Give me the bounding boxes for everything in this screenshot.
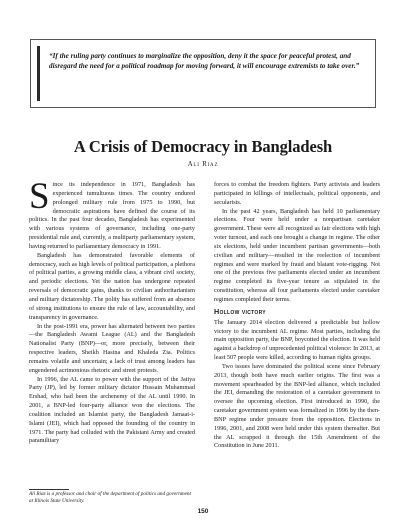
left-column — [29, 176, 195, 446]
paragraph: In the post-1991 era, power has alternated between two parties—the Bangladesh Awami League (AL) and the Bangladesh Nationalist Party (BNP)—or, more precisely, between their respective leaders, Sheikh Hasina and Khaleda Zia. Politics remains volatile and uncertain; a lack of trust among leaders has engendered acrimonious rhetoric and street protests. — [29, 322, 195, 374]
article-author: Ali Riaz — [187, 161, 219, 168]
paragraph: In 1996, the AL came to power with the support of the Jatiya Party (JP), led by former military dictator Hussain Muhammad Ershad, who had been the archenemy of the AL until 1990. In 2001, a BNP-led four-party alliance won the elections. The coalition included an Islamist party, the Bangladesh Jamaat-i-Islami (JEI), which had opposed the founding of the country in 1971. The party had colluded with the Pakistani Army and created paramilitary — [29, 375, 195, 445]
pull-quote-bar — [37, 46, 40, 101]
paragraph-intro — [29, 176, 195, 252]
pull-quote-text: “If the ruling party continues to marginalize the opposition, deny it the space for peaceful protest, and disregard the need for a political roadmap for moving forward, it will encourage extremists to take over.” — [49, 52, 360, 71]
pull-quote-box — [30, 39, 376, 108]
paragraph: Bangladesh has demonstrated favorable elements of democracy, such as high levels of political participation, a plethora of political parties, a growing middle class, a vibrant civil society, and periodic elections. Yet the nation has undergone repeated reversals of democratic gains, thanks to civilian authoritarianism and military dictatorship. The polity has suffered from an absence of strong institutions to ensure the rule of law, accountability, and transparency in governance. — [29, 251, 195, 321]
footnote-divider — [29, 489, 69, 490]
author-footnote: Ali Riaz is a professor and chair of the department of politics and government at Illinois State University. — [29, 491, 191, 504]
right-column — [214, 181, 380, 451]
page-number: 150 — [197, 508, 209, 515]
paragraph-text: ince its independence in 1971, Bangladesh has experienced tumultuous times. The country endured prolonged military rule from 1975 to 1990, but democratic aspirations have defined the course of its politics. In the past four decades, Bangladesh has experimented with various systems of governance, including one-party presidential rule and, currently, a multiparty parliamentary system, having returned to parliamentary democracy in 1991. — [29, 181, 195, 250]
section-heading: Hollow victory — [214, 306, 266, 316]
article-title: A Crisis of Democracy in Bangladesh — [73, 137, 333, 156]
paragraph: forces to combat the freedom fighters. Party activists and leaders participated in killings of intellectuals, political opponents, and secularists. — [214, 181, 380, 206]
paragraph: The January 2014 election delivered a predictable but hollow victory to the incumbent AL regime. Most parties, including the main opposition party, the BNP, boycotted the election. It was held against a backdrop of unprecedented political violence: In 2013, at least 507 people were killed, according to human rights groups. — [214, 318, 380, 362]
drop-cap: S — [29, 176, 50, 217]
paragraph: In the past 42 years, Bangladesh has held 10 parliamentary elections. Four were held under a nonpartisan caretaker government. These were all recognized as fair elections with high voter turnout, and each one brought a change in regime. The other six elections, held under incumbent partisan governments—both civilian and military—resulted in the reelection of incumbent regimes and were marked by fraud and blatant vote-rigging. Not one of the previous five parliaments elected under an incumbent regime completed its five-year tenure as stipulated in the constitution, whereas all four parliaments elected under caretaker regimes completed their terms. — [214, 207, 380, 303]
paragraph: Two issues have dominated the political scene since February 2013, though both have much earlier origins. The first was a movement spearheaded by the BNP-led alliance, which included the JEI, demanding the restoration of a caretaker government to oversee the upcoming election. First introduced in 1990, the caretaker government system was formalized in 1996 by the then-BNP regime under pressure from the opposition. Elections in 1996, 2001, and 2008 were held under this system thereafter. But the AL scrapped it through the 15th Amendment of the Constitution in June 2011. — [214, 362, 380, 450]
